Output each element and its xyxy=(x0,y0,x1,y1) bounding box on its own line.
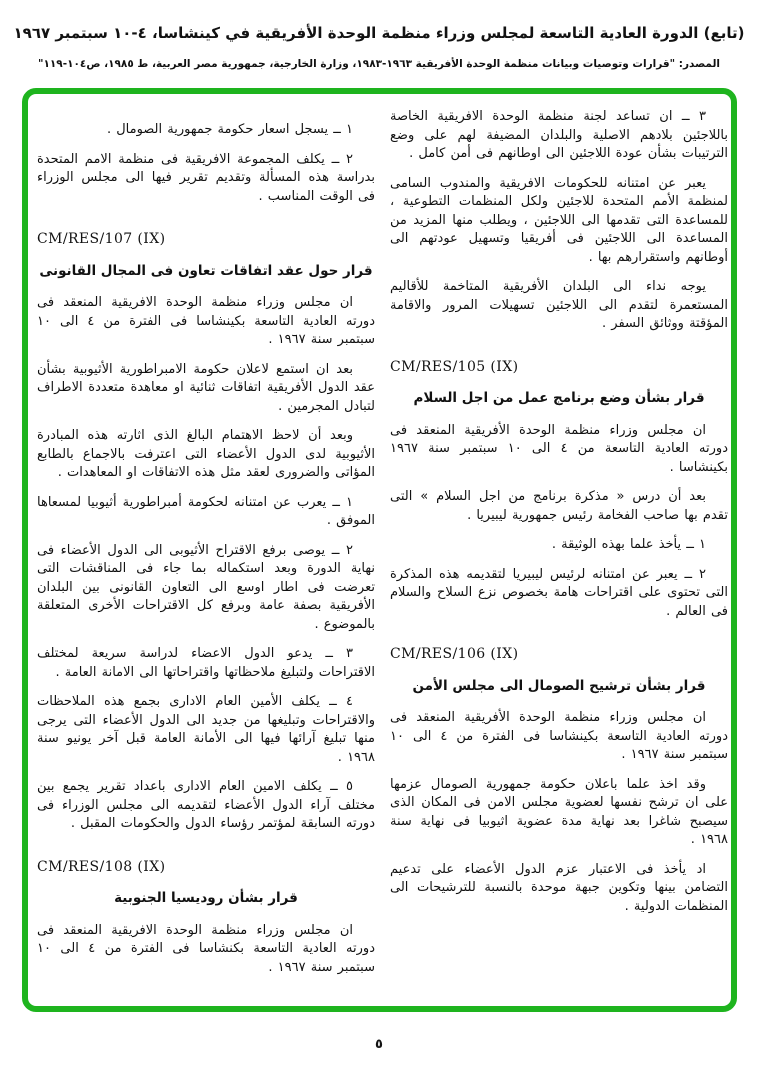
paragraph: ١ ــ يعرب عن امتنانه لحكومة أمبراطورية أثيوبيا لمسعاها الموفق . xyxy=(37,494,375,528)
resolution-number: CM/RES/105 (IX) xyxy=(390,358,519,375)
resolution-number: CM/RES/106 (IX) xyxy=(390,646,519,662)
resolution-title: قرار بشأن روديسيا الجنوبية xyxy=(114,890,298,906)
document-source-line: المصدر: "قرارات وتوصيات وبيانات منظمة الوحدة الأفريقية ١٩٦٣-١٩٨٣، وزارة الخارجية، جمهورية مصر العربية، ط ١٩٨٥، ص١٠٤-١١٩" xyxy=(38,58,720,70)
paragraph: وبعد أن لاحظ الاهتمام البالغ الذى اثارته هذه المبادرة الأثيوبية لدى الدول الأعضاء التى اعترفت بالاجماع بالطابع المؤاتى والضرورى لعقد مثل هذه الاتفاقات او المعاهدات . xyxy=(37,428,375,480)
text-column-left xyxy=(37,121,375,988)
paragraph: ٥ ــ يكلف الامين العام الادارى باعداد تقرير يجمع بين مختلف آراء الدول الأعضاء لتقديمه الى مجلس الوزراء فى دورته السابقة لمؤتمر رؤساء الدول والحكومات المقبل . xyxy=(37,779,375,831)
paragraph: ٢ ــ يعبر عن امتنانه لرئيس ليبيريا لتقديمه هذه المذكرة التى تحتوى على اقتراحات هامة بخصوص نزع السلاح والسلام فى العالم . xyxy=(390,566,728,619)
paragraph: ١ ــ يأخذ علما بهذه الوثيقة . xyxy=(551,537,706,552)
paragraph: وقد اخذ علما باعلان حكومة جمهورية الصومال عزمها على ان ترشح نفسها لعضوية مجلس الامن فى المكان الذى سيصبح شاغرا بعد نهاية مدة عضوية اثيوبيا فى نهاية سنة ١٩٦٨ . xyxy=(390,776,728,847)
document-title: (تابع) الدورة العادية التاسعة لمجلس وزراء منظمة الوحدة الأفريقية في كينشاسا، ٤-١٠ سبتمبر ١٩٦٧ xyxy=(13,24,745,42)
paragraph: ٢ ــ يوصى برفع الاقتراح الأثيوبى الى الدول الأعضاء فى نهاية الدورة وبعد استكماله بما جاء فى المناقشات التى تعرضت فى اطار اوسع الى التعاون القانونى بين البلدان الأفريقية بصفة عامة وبرفع كل الاقتراحات الأخرى المتعلقة بالموضوع . xyxy=(37,542,375,632)
resolution-title: قرار بشأن ترشيح الصومال الى مجلس الأمن xyxy=(412,677,706,694)
paragraph: ان مجلس وزراء منظمة الوحدة الافريقية المنعقد فى دورته العادية التاسعة بكينشاسا فى الفترة من ٤ الى ١٠ سبتمبر سنة ١٩٦٧ . xyxy=(37,295,375,347)
paragraph: ٢ ــ يكلف المجموعة الافريقية فى منظمة الامم المتحدة بدراسة هذه المسألة وتقديم تقرير فيها الى مجلس الوزراء فى الوقت المناسب . xyxy=(37,151,375,204)
paragraph: اد يأخذ فى الاعتبار عزم الدول الأعضاء على تدعيم التضامن بينها وتكوين جبهة موحدة بالنسبة للترشيحات الى المنظمات الدولية . xyxy=(390,861,728,914)
resolution-title: قرار حول عقد اتفاقات تعاون فى المجال القانونى xyxy=(39,262,373,279)
text-column-right xyxy=(390,108,728,927)
paragraph: ان مجلس وزراء منظمة الوحدة الأفريقية المنعقد فى دورته العادية التاسعة من ٤ الى ١٠ سبتمبر سنة ١٩٦٧ بكينشاسا . xyxy=(390,422,728,475)
paragraph: ٤ ــ يكلف الأمين العام الادارى بجمع هذه الملاحظات والاقتراحات وتبليغها من جديد الى الدول الأعضاء التى يرجى منها تبليغ آرائها فيها الى الأمانة العامة قبل آخر يونيو سنة ١٩٦٨ . xyxy=(37,694,375,765)
paragraph: بعد ان استمع لاعلان حكومة الامبراطورية الأثيوبية بشأن عقد الدول الأفريقية اتفاقات ثنائية او معاهدة متعددة الاطراف لتبادل المجرمين . xyxy=(37,361,375,414)
paragraph: ١ ــ يسجل اسعار حكومة جمهورية الصومال . xyxy=(106,122,353,137)
paragraph: يوجه نداء الى البلدان الأفريقية المتاخمة للأقاليم المستعمرة لتقدم الى اللاجئين تسهيلات المرور والاقامة المؤقتة ووثائق السفر . xyxy=(390,279,728,331)
paragraph: ان مجلس وزراء منظمة الوحدة الأفريقية المنعقد فى دورته العادية التاسعة بكينشاسا فى الفترة من ٤ الى ١٠ سبتمبر سنة ١٩٦٧ . xyxy=(390,710,728,762)
resolution-number: CM/RES/107 (IX) xyxy=(37,231,166,247)
resolution-title: قرار بشأن وضع برنامج عمل من اجل السلام xyxy=(413,390,705,406)
page-number: ٥ xyxy=(375,1037,383,1052)
paragraph: ٣ ــ ان تساعد لجنة منظمة الوحدة الافريقية الخاصة باللاجئين بلادهم الاصلية والبلدان المضيفة لهم على وضع الترتيبات بشأن عودة اللاجئين الى اوطانهم فى أمن كامل . xyxy=(390,109,728,161)
paragraph: ان مجلس وزراء منظمة الوحدة الافريقية المنعقد فى دورته العادية التاسعة بكنشاسا فى الفترة من ٤ الى ١٠ سبتمبر سنة ١٩٦٧ . xyxy=(37,922,375,975)
paragraph: ٣ ــ يدعو الدول الاعضاء لدراسة سريعة لمختلف الاقتراحات ولتبليغ ملاحظاتها واقتراحاتها الى الامانة العامة . xyxy=(37,646,375,680)
paragraph: بعد أن درس « مذكرة برنامج من اجل السلام » التى تقدم بها صاحب الفخامة رئيس جمهورية ليبيريا . xyxy=(390,489,728,523)
resolution-number: CM/RES/108 (IX) xyxy=(37,858,166,875)
paragraph: يعبر عن امتنانه للحكومات الافريقية والمندوب السامى لمنظمة الأمم المتحدة للاجئين ولكل المنظمات التطوعية ، للمساعدة التى تقدمها الى اللاجئين ، ويطلب منها المزيد من المساعدة الى اللاجئين فى أفريقيا وتسهيل عودتهم الى أوطانهم واستقرارهم بها . xyxy=(390,175,728,265)
